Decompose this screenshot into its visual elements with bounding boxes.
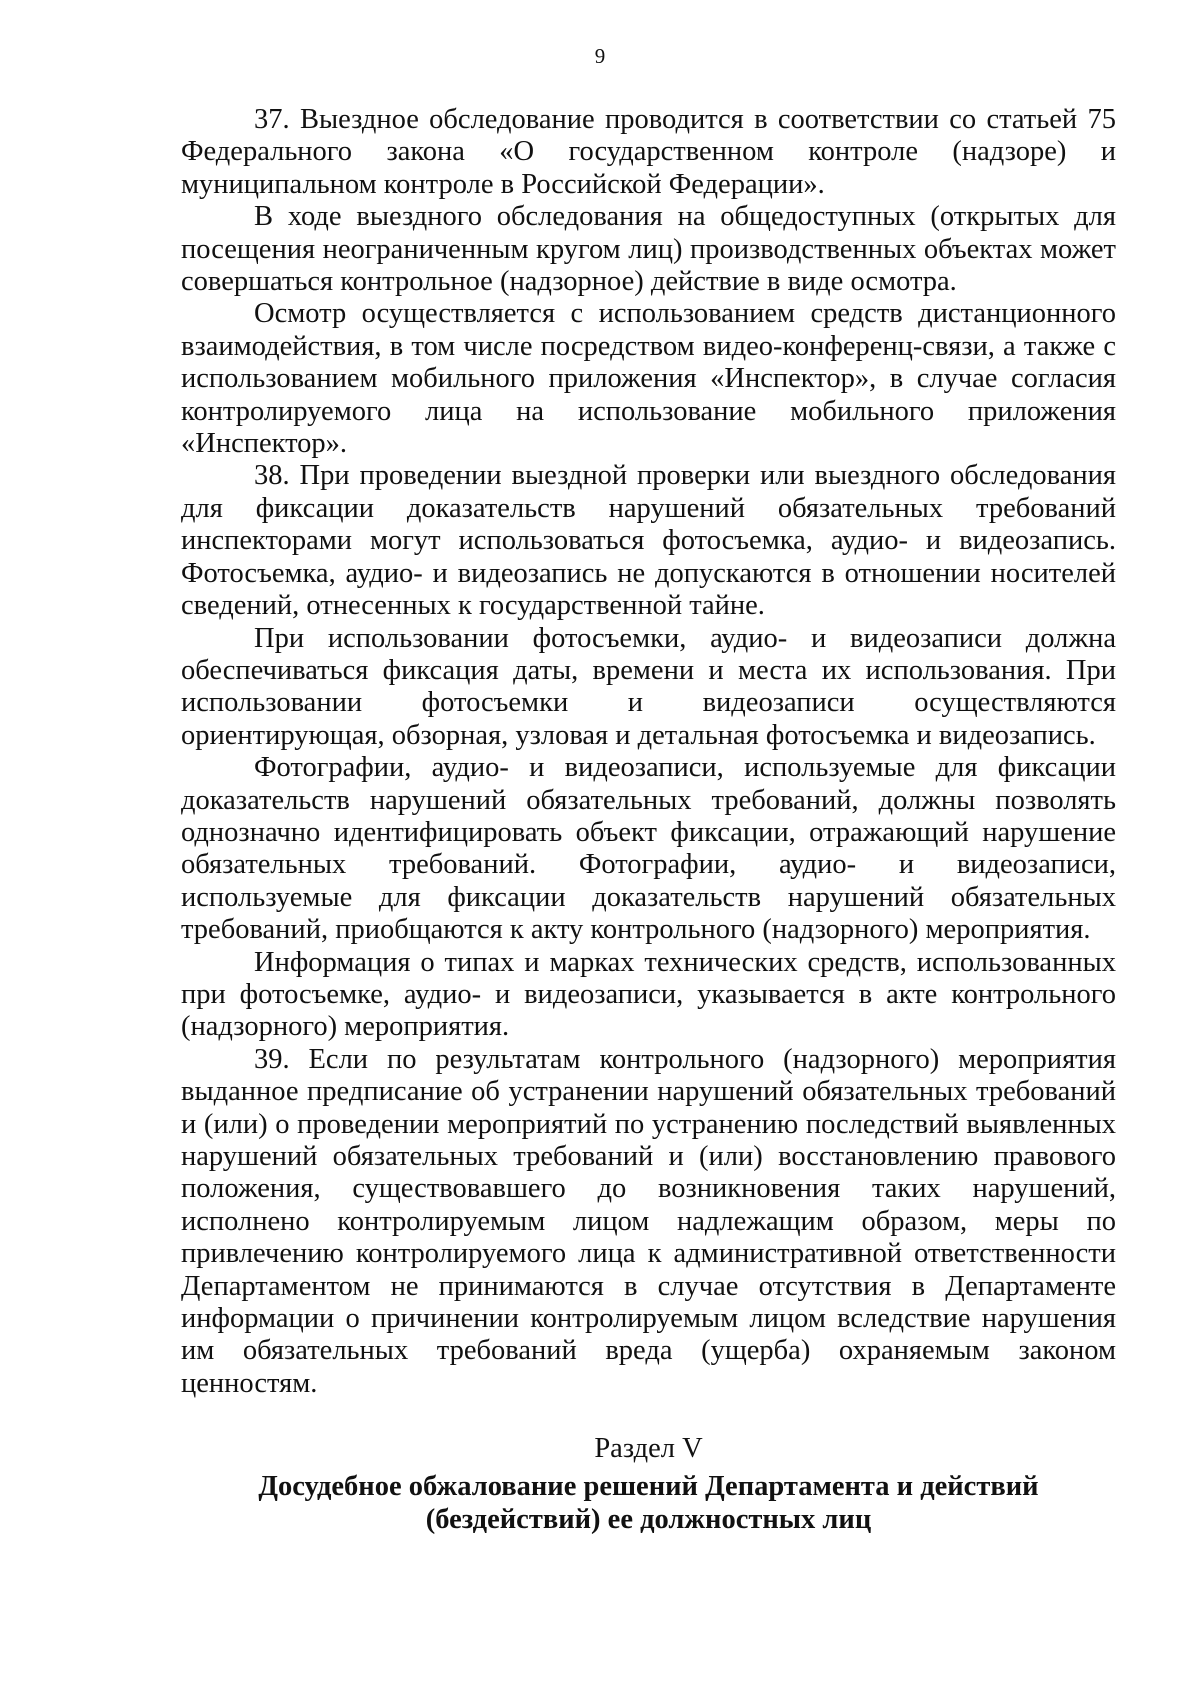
- paragraph-39: 39. Если по результатам контрольного (надзорного) мероприятия выданное предписание об устранении нарушений обязательных требований и (или) о проведении мероприятий по устранению последствий выявленных нарушений обязательных требований и (или) восстановлению правового положения, существовавшего до возникновения таких нарушений, исполнено контролируемым лицом надлежащим образом, меры по привлечению контролируемого лица к административной ответственности Департаментом не принимаются в случае отсутствия в Департаменте информации о причинении контролируемым лицом вследствие нарушения им обязательных требований вреда (ущерба) охраняемым законом ценностям.: [181, 1043, 1116, 1399]
- section-title-line-2: (бездействий) ее должностных лиц: [425, 1504, 872, 1535]
- document-body: [181, 104, 1116, 1400]
- section-label: Раздел V: [594, 1433, 703, 1464]
- page-number: 9: [594, 44, 606, 68]
- paragraph-remote-inspection: Осмотр осуществляется с использованием средств дистанционного взаимодействия, в том числе посредством видео-конференц-связи, а также с использованием мобильного приложения «Инспектор», в случае согласия контролируемого лица на использование мобильного приложения «Инспектор».: [181, 298, 1116, 460]
- section-title-line-1: Досудебное обжалование решений Департамента и действий: [258, 1471, 1039, 1502]
- paragraph-inspection-scope: В ходе выездного обследования на общедоступных (открытых для посещения неограниченным кругом лиц) производственных объектах может совершаться контрольное (надзорное) действие в виде осмотра.: [181, 201, 1116, 298]
- paragraph-38: 38. При проведении выездной проверки или выездного обследования для фиксации доказательств нарушений обязательных требований инспекторами могут использоваться фотосъемка, аудио- и видеозапись. Фотосъемка, аудио- и видеозапись не допускаются в отношении носителей сведений, отнесенных к государственной тайне.: [181, 460, 1116, 622]
- paragraph-evidence-photos: Фотографии, аудио- и видеозаписи, используемые для фиксации доказательств нарушений обязательных требований, должны позволять однозначно идентифицировать объект фиксации, отражающий нарушение обязательных требований. Фотографии, аудио- и видеозаписи, используемые для фиксации доказательств нарушений обязательных требований, приобщаются к акту контрольного (надзорного) мероприятия.: [181, 752, 1116, 946]
- paragraph-37: 37. Выездное обследование проводится в соответствии со статьей 75 Федерального закона «О государственном контроле (надзоре) и муниципальном контроле в Российской Федерации».: [181, 104, 1116, 200]
- section-heading: [181, 1432, 1116, 1536]
- section-title: [181, 1470, 1116, 1536]
- paragraph-technical-means: Информация о типах и марках технических средств, использованных при фотосъемке, аудио- и видеозаписи, указывается в акте контрольного (надзорного) мероприятия.: [181, 946, 1116, 1043]
- paragraph-recording-requirements: При использовании фотосъемки, аудио- и видеозаписи должна обеспечиваться фиксация даты, времени и места их использования. При использовании фотосъемки и видеозаписи осуществляются ориентирующая, обзорная, узловая и детальная фотосъемка и видеозапись.: [181, 622, 1116, 751]
